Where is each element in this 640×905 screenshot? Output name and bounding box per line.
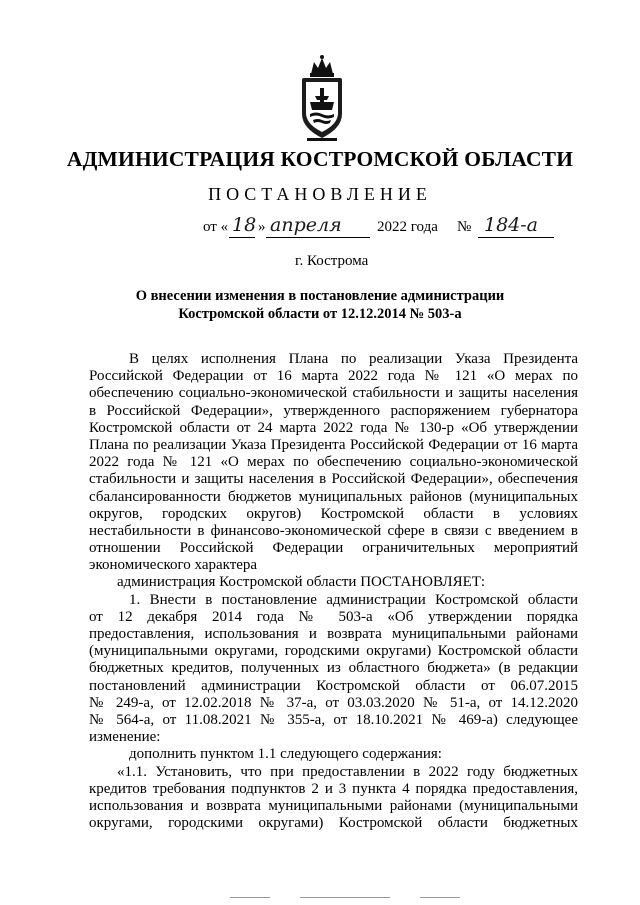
body-line: «1.1. Установить, что при предоставлении в 2022 году бюджетных (117, 763, 578, 780)
body-line: Плана по реализации Указа Президента Российской Федерации от 16 марта (89, 436, 578, 453)
body-line: № 564-а, от 11.08.2021 № 355-а, от 18.10.2021 № 469-а) следующее (89, 711, 578, 728)
body-line: округами, городскими округами) Костромской области бюджетных (89, 815, 578, 832)
body-line: В целях исполнения Плана по реализации Указа Президента (129, 351, 578, 367)
body-line: бюджетных кредитов, полученных из областного бюджета» (в редакции (89, 660, 578, 677)
body-line: (муниципальными округами, городскими округами) Костромской области (89, 643, 578, 660)
date-year: 2022 года (377, 219, 438, 235)
date-day-underline (229, 237, 255, 238)
number-sign: № (457, 219, 472, 235)
body-line: № 249-а, от 12.02.2018 № 37-а, от 03.03.2020 № 51-а, от 14.12.2020 (89, 694, 578, 711)
body-line: дополнить пунктом 1.1 следующего содержания: (129, 746, 442, 763)
body-line: Российской Федерации от 16 марта 2022 года № 121 «О мерах по (89, 368, 578, 385)
body-line: стабильности и защиты населения в Российской Федерации», обеспечения (89, 471, 578, 488)
body-line: обеспечению социально-экономической стабильности и защиты населения (89, 385, 578, 402)
document-type: ПОСТАНОВЛЕНИЕ (208, 184, 432, 204)
body-line: Костромской области от 24 марта 2022 года № 130-р «Об утверждении (89, 419, 578, 436)
crown-icon (310, 55, 334, 77)
body-line: 1. Внести в постановление администрации Костромской области (129, 591, 578, 608)
coat-of-arms-emblem (297, 52, 347, 144)
footer-mark (230, 897, 270, 898)
date-month-underline (266, 237, 370, 238)
organization-title: АДМИНИСТРАЦИЯ КОСТРОМСКОЙ ОБЛАСТИ (66, 147, 574, 171)
subject-line: О внесении изменения в постановление администрации (135, 288, 505, 304)
number-underline (478, 237, 554, 238)
document-number-handwritten: 184-а (484, 214, 539, 236)
footer-mark (420, 897, 460, 898)
date-prefix: от « (203, 219, 229, 235)
body-line: предоставления, использования и возврата муниципальными районами (89, 626, 578, 642)
body-line: экономического характера (89, 557, 258, 574)
body-line: нестабильности в финансово-экономической сфере в связи с введением в (89, 522, 578, 539)
body-line: использования и возврата муниципальными районами (муниципальными (89, 797, 578, 814)
subject-line: Костромской области от 12.12.2014 № 503-а (178, 306, 462, 322)
body-line: сбалансированности бюджетов муниципальных районов (муниципальных (89, 488, 578, 505)
body-line: от 12 декабря 2014 года № 503-а «Об утверждении порядка (89, 608, 578, 625)
body-line: отношении Российской Федерации ограничительных мероприятий (89, 540, 578, 557)
document-subject (0, 287, 640, 323)
shield-icon (302, 78, 342, 138)
body-line: округов, городских округов) Костромской области в условиях (89, 505, 578, 522)
body-line: изменение: (89, 729, 161, 746)
body-line: администрация Костромской области ПОСТАНОВЛЯЕТ: (117, 574, 486, 591)
body-line: кредитов требования подпунктов 2 и 3 пункта 4 порядка предоставления, (89, 780, 578, 797)
body-line: постановлений администрации Костромской области от 06.07.2015 (89, 677, 578, 694)
document-body (89, 351, 578, 832)
date-day-handwritten: 18 (232, 214, 257, 236)
body-line: 2022 года № 121 «О мерах по обеспечению социально-экономической (89, 454, 578, 471)
footer-mark (300, 897, 390, 898)
body-line: в Российской Федерации», утвержденного распоряжением губернатора (89, 402, 578, 419)
date-mid: » (258, 219, 266, 235)
city: г. Кострома (295, 253, 369, 269)
date-month-handwritten: апреля (270, 214, 342, 236)
